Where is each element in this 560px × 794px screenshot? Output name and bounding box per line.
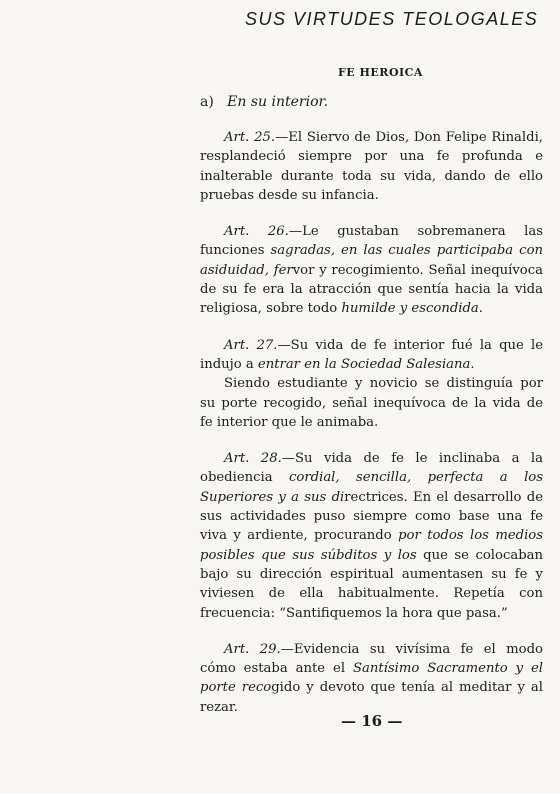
article-text: —Le gustaban sobremanera las funciones	[200, 224, 543, 259]
article-text: que se colocaban bajo su dirección espiritual aumentasen su fe y viviesen de ella habitualmente. Repetía con frecuencia: “Santifiquemos la hora que pasa.”	[200, 547, 543, 621]
article-text: vor y recogimiento. Señal inequívoca de su fe era la atracción que sentía hacia la vida religiosa, sobre todo	[200, 262, 543, 317]
page-number: — 16 —	[341, 712, 403, 730]
article-25	[200, 128, 543, 205]
article-number: Art. 27.	[224, 337, 278, 353]
article-text-italic: entrar en la Sociedad Salesiana.	[257, 356, 475, 372]
subsection-title: En su interior.	[227, 94, 329, 110]
article-text-italic: sagradas, en las cuales participaba con asiduidad, fer	[200, 243, 544, 278]
section-title: FE HEROICA	[338, 66, 423, 79]
article-text: rectrices. En el desarrollo de sus actividades puso siempre como base una fe viva y ardiente, procurando	[200, 489, 543, 544]
article-text: gido y devoto que tenía al meditar y al rezar.	[200, 680, 543, 715]
subsection-heading	[200, 94, 328, 110]
article-text: —Evidencia su vivísima fe el modo cómo estaba ante el	[200, 641, 543, 677]
article-text: —El Siervo de Dios, Don Felipe Rinaldi, resplandeció siempre por una fe profunda e inalterable durante toda su vida, dando de ello pruebas desde su infancia.	[200, 130, 543, 203]
running-head: SUS VIRTUDES TEOLOGALES	[245, 9, 539, 29]
page-body	[200, 128, 543, 717]
article-number: Art. 28.	[224, 451, 282, 467]
article-text-italic: Santísimo Sacramento y el porte reco	[200, 661, 543, 696]
article-number: Art. 25.	[224, 130, 276, 145]
article-27	[200, 336, 543, 375]
article-27-paragraph-2	[200, 374, 543, 432]
article-number: Art. 29.	[224, 641, 281, 657]
article-text-italic: por todos los medios posibles que sus súbditos y los	[200, 528, 543, 563]
article-29	[200, 640, 543, 717]
article-26	[200, 222, 543, 318]
article-text: —Su vida de fe le inclinaba a la obediencia	[200, 451, 544, 486]
article-text: —Su vida de fe interior fué la que le indujo a	[200, 337, 544, 372]
article-text-italic: humilde y escondida.	[341, 301, 483, 317]
article-text-italic: cordial, sencilla, perfecta a los Superiores y a sus di	[200, 470, 543, 505]
article-text: Siendo estudiante y novicio se distinguía por su porte recogido, señal inequívoca de la vida de fe interior que le animaba.	[200, 376, 543, 430]
article-number: Art. 26.	[224, 224, 289, 240]
subsection-label: a)	[200, 94, 214, 110]
article-28	[200, 449, 543, 623]
